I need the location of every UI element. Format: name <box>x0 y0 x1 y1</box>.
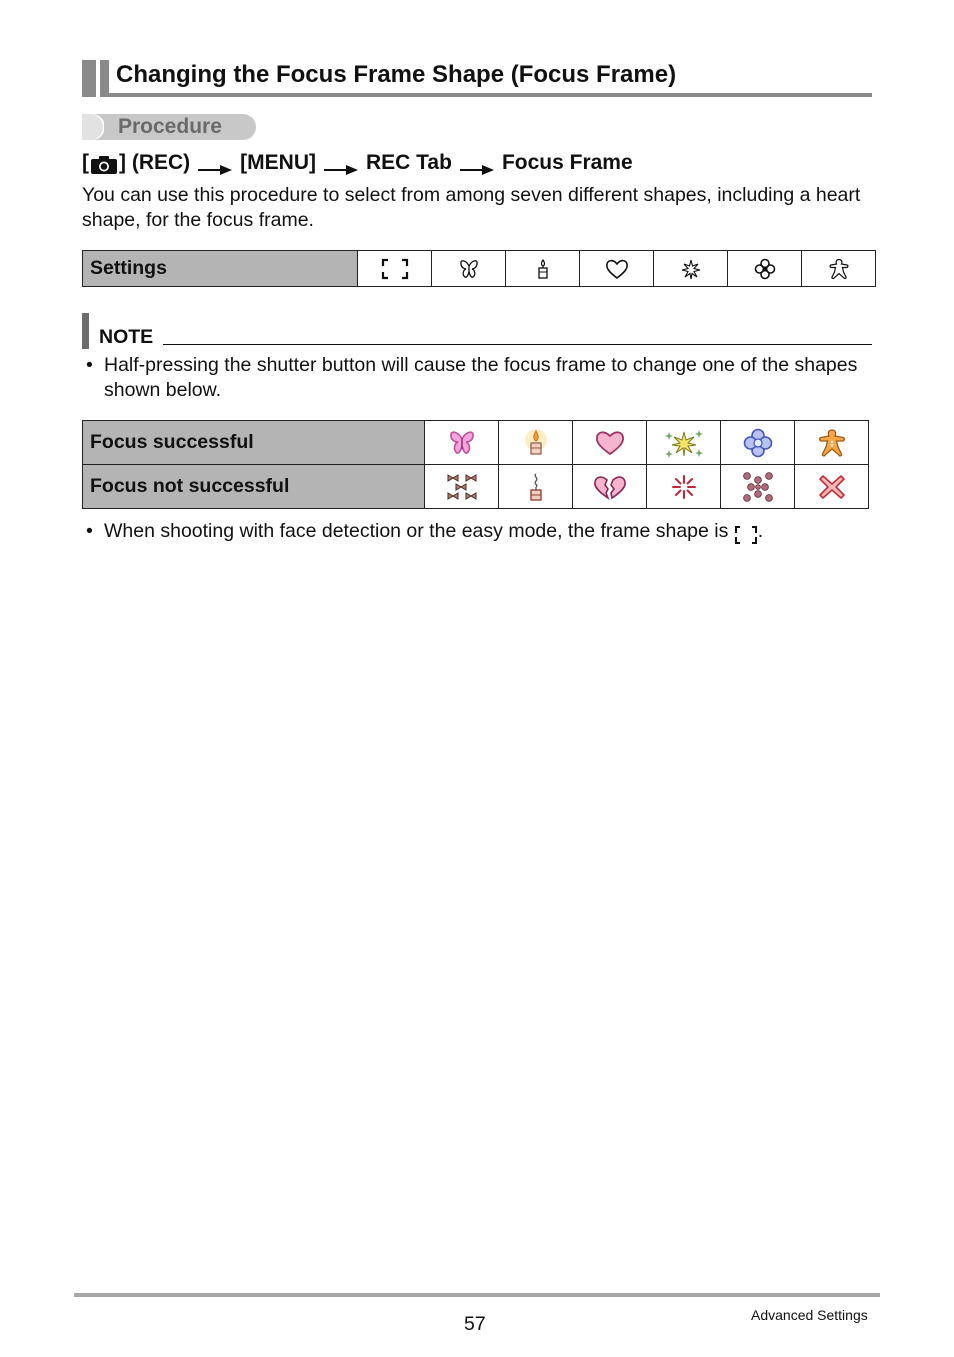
butterflies-scattered-icon <box>425 465 499 509</box>
focus-frame-step: Focus Frame <box>501 151 633 174</box>
rec-bracket-open: [ <box>82 151 89 174</box>
candle-lit-icon <box>499 421 573 465</box>
bullet-dot: • <box>86 354 93 376</box>
arrow-right-icon <box>324 158 358 168</box>
settings-table <box>82 250 876 287</box>
page-title: Changing the Focus Frame Shape (Focus Frame) <box>116 61 677 88</box>
butterfly-pink-icon <box>425 421 499 465</box>
candle-smoke-icon <box>499 465 573 509</box>
candle-outline-icon <box>506 251 580 287</box>
gingerbread-orange-icon <box>795 421 869 465</box>
arrow-right-icon <box>198 158 232 168</box>
focus-result-table <box>82 420 869 509</box>
camera-icon <box>90 153 118 173</box>
note-bar <box>82 313 89 349</box>
bracket-frame-icon <box>734 522 758 547</box>
footer-rule <box>74 1293 880 1297</box>
bullet-dot: • <box>86 520 93 542</box>
flower-scattered-icon <box>721 465 795 509</box>
sparkles-icon <box>647 421 721 465</box>
note-title: NOTE <box>99 326 154 348</box>
note-bullet-text <box>104 519 872 547</box>
focus-success-label: Focus successful <box>83 421 425 465</box>
sparkle-outline-icon <box>654 251 728 287</box>
footer-section-title: Advanced Settings <box>751 1307 868 1323</box>
focus-success-row <box>83 421 869 465</box>
intro-paragraph: You can use this procedure to select from among seven different shapes, including a heart shape, for the focus frame. <box>82 184 861 231</box>
focus-fail-row <box>83 465 869 509</box>
arrow-right-icon <box>460 158 494 168</box>
flower-blue-icon <box>721 421 795 465</box>
x-mark-icon <box>795 465 869 509</box>
note-bullet <box>82 353 872 403</box>
menu-path <box>82 149 633 177</box>
title-bar-left <box>82 60 96 97</box>
rec-bracket-close: ] (REC) <box>119 151 191 174</box>
heart-pink-icon <box>573 421 647 465</box>
butterfly-outline-icon <box>432 251 506 287</box>
note-bullet-text-before: When shooting with face detection or the easy mode, the frame shape is <box>104 520 729 542</box>
note-rule <box>163 344 872 345</box>
menu-step: [MENU] <box>240 151 316 174</box>
procedure-label: Procedure <box>118 115 222 138</box>
settings-label: Settings <box>83 251 358 287</box>
flower-outline-icon <box>728 251 802 287</box>
title-underline <box>109 93 872 97</box>
settings-row <box>83 251 876 287</box>
heart-outline-icon <box>580 251 654 287</box>
focus-fail-label: Focus not successful <box>83 465 425 509</box>
note-bullet-text: Half-pressing the shutter button will cause the focus frame to change one of the shapes shown below. <box>104 354 858 401</box>
broken-heart-icon <box>573 465 647 509</box>
gingerbread-outline-icon <box>802 251 876 287</box>
page-number: 57 <box>464 1313 486 1335</box>
note-bullet-text-after: . <box>757 520 764 542</box>
rec-tab-step: REC Tab <box>365 151 452 174</box>
sparkle-red-icon <box>647 465 721 509</box>
procedure-notch <box>82 114 104 140</box>
note-bullet <box>82 519 872 547</box>
title-bar-right <box>100 60 109 97</box>
bracket-frame-icon <box>358 251 432 287</box>
